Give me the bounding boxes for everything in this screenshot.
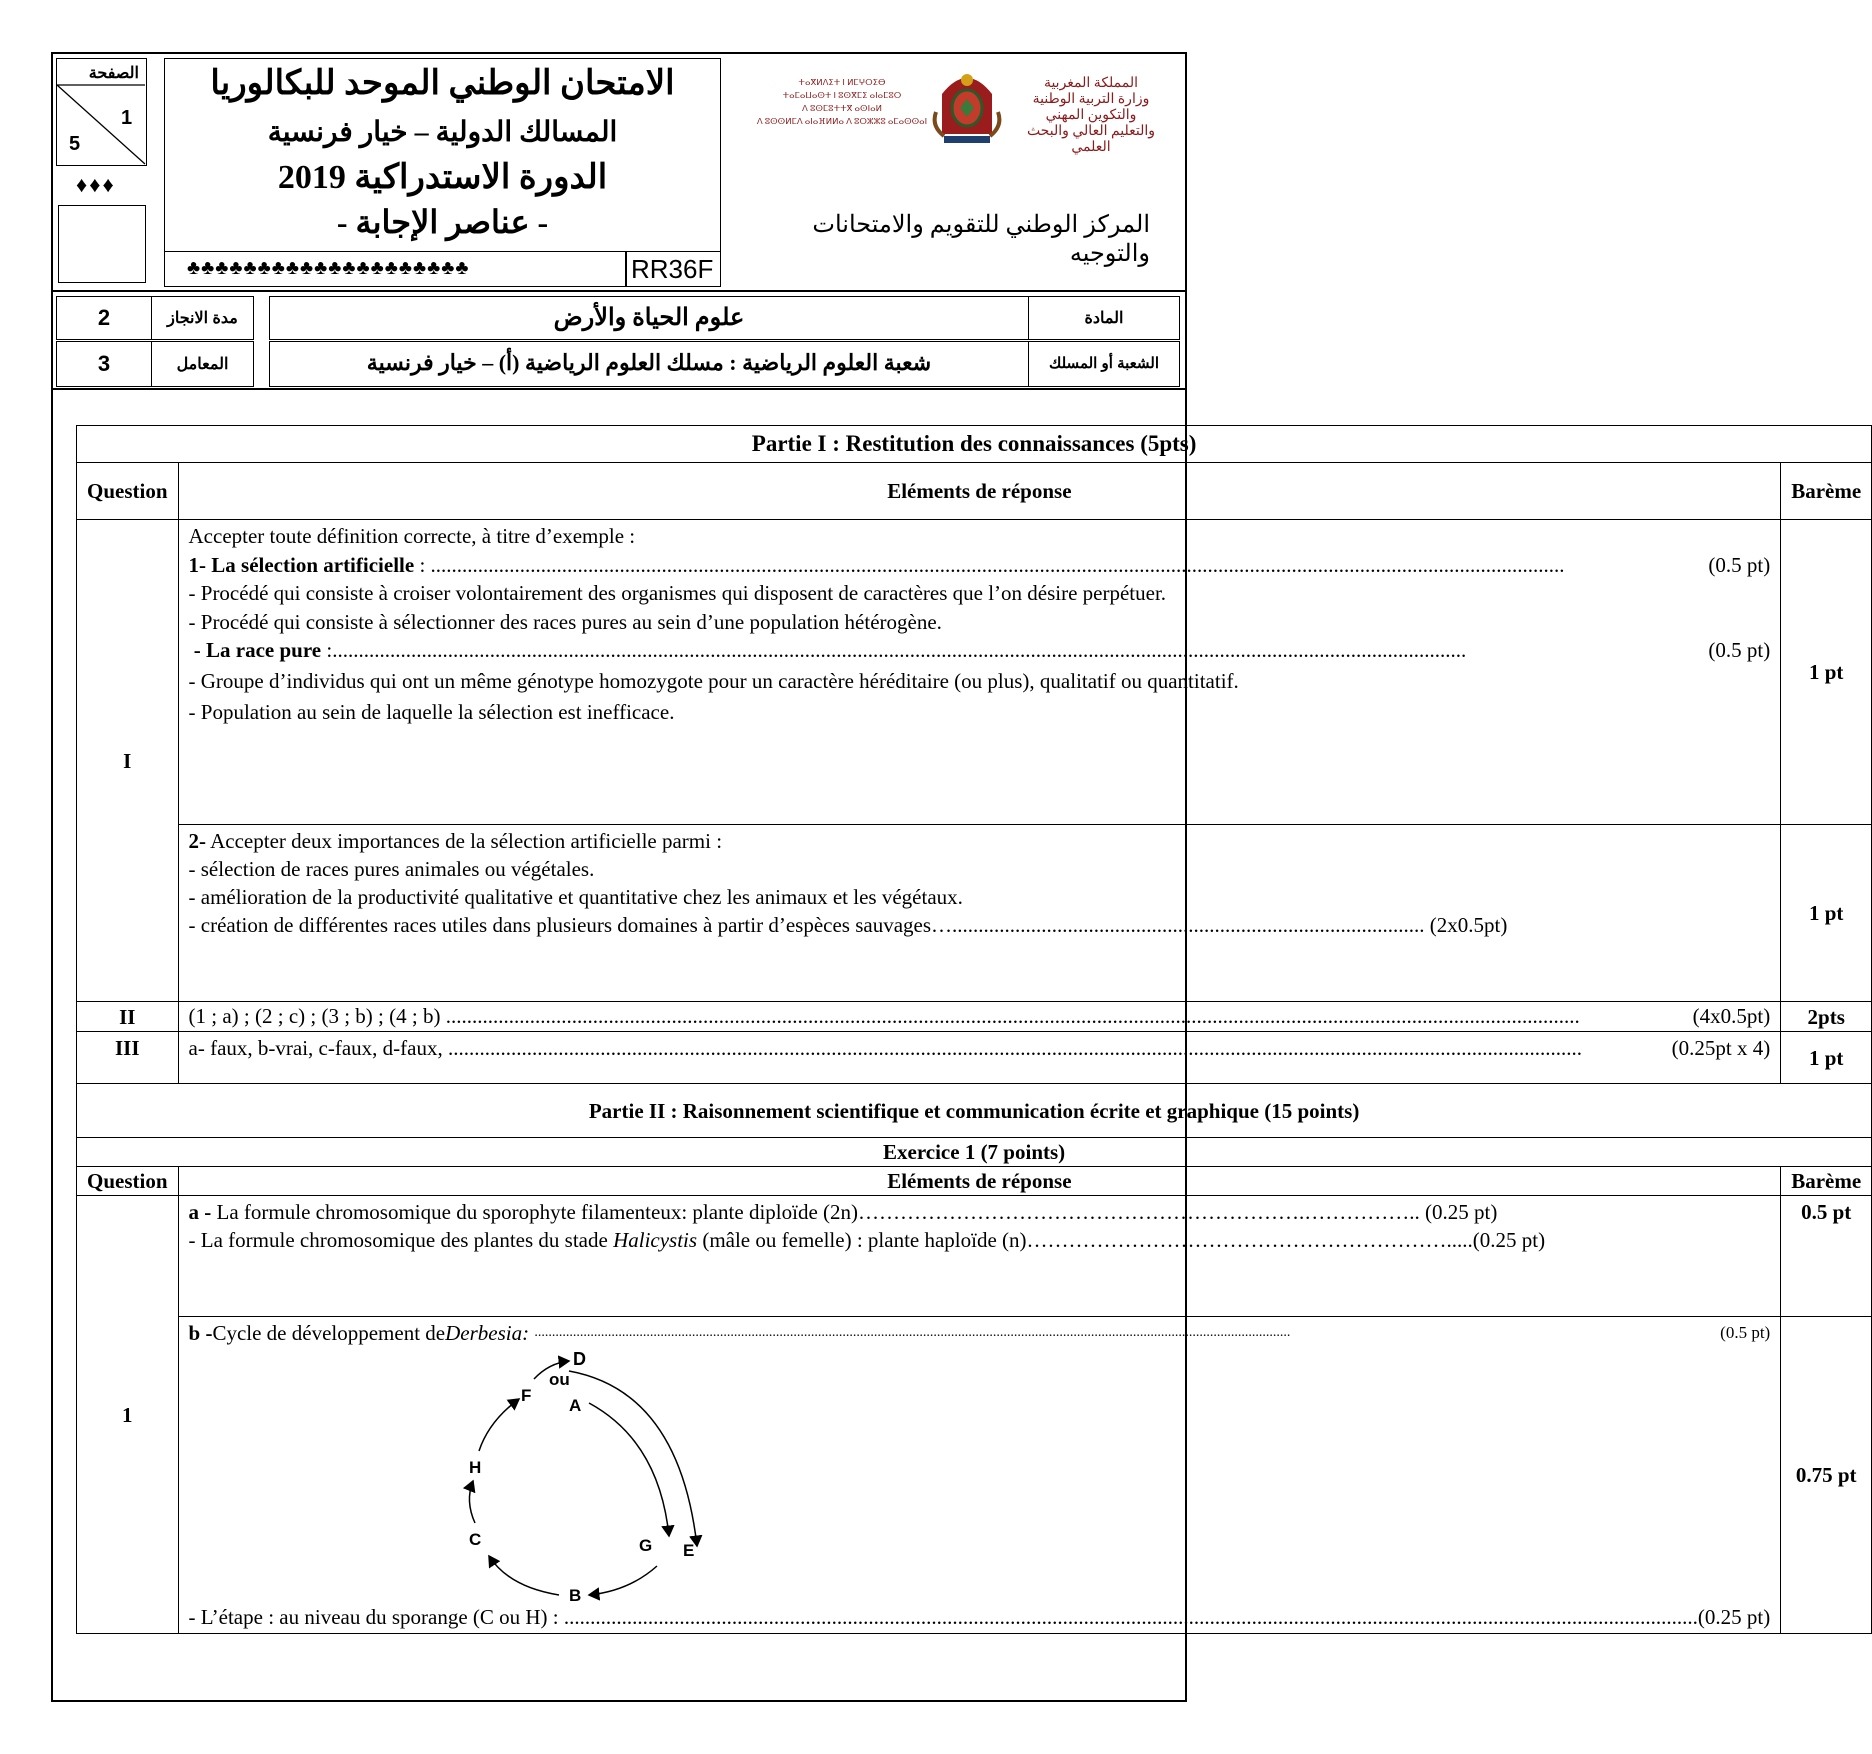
ministry-arabic: المملكة المغربية وزارة التربية الوطنية والتكوين المهني والتعليم العالي والبحث العلمي [1026, 76, 1156, 155]
ministry-tifinagh: ⵜⴰⴳⵍⴷⵉⵜ ⵏ ⵍⵎⵖⵔⵉⴱ ⵜⴰⵎⴰⵡⴰⵙⵜ ⵏ ⵓⵙⴳⵎⵉ ⴰⵏⴰⵎⵓⵔ ⴷ ⵓⵙⵎⵓⵜⵜⴳ ⴰⵙⵏⴰⵍ ⴷ ⵓⵙⵙⵍⵎⴷ ⴰⵏⴰⴼⵍⵍⴰ ⴷ ⵓⵔⵣⵣⵓ ⴰⵎⴰⵙⵙⴰⵏ [756, 77, 928, 126]
exercise-title: Exercice 1 (7 points) [77, 1138, 1872, 1167]
blank-box [58, 205, 146, 283]
arc-H-F [479, 1399, 519, 1451]
table-row [77, 1196, 1872, 1317]
arc-D-E [569, 1371, 697, 1546]
table-row: III a- faux, b-vrai, c-faux, d-faux, ..... (0.25pt x 4) 1 pt [77, 1032, 1872, 1084]
answer-table [76, 425, 1872, 1634]
cycle-label-E: E [682, 1541, 694, 1560]
duration-value-cell: 2 [56, 296, 152, 340]
title-box [164, 58, 721, 252]
diamonds-ornament: ♦♦♦ [76, 172, 116, 197]
branch-name: شعبة العلوم الرياضية : مسلك العلوم الرياضية (أ) – خيار فرنسية [366, 350, 932, 375]
bareme-1b: 0.75 pt [1781, 1317, 1872, 1634]
bareme-II: 2pts [1781, 1002, 1872, 1032]
answer-1a: a - La formule chromosomique du sporophyte filamenteux: plante diploïde (2n)……………………………………………………….…………….. (0.25 pt) - La formule chromosomique des plantes du stade Halicystis (mâle ou femelle) : plante haploïde (n)…………………………………………………….....(0.25 pt) [178, 1196, 1781, 1317]
info-rule-bottom [53, 388, 1185, 390]
exam-track: المسالك الدولية – خيار فرنسية [267, 117, 618, 148]
subject-cell [269, 296, 1029, 340]
part2-title: Partie II : Raisonnement scientifique et communication écrite et graphique (15 points) [77, 1084, 1872, 1138]
col-bareme-2: Barème [1781, 1167, 1872, 1196]
answer-I-1: Accepter toute définition correcte, à titre d’exemple : 1- La sélection artificielle : ..... (0.5 pt) - Procédé qui consiste à croiser volontairement des organismes qui disposent de caractères que l’on désire perpétuer. - Procédé qui consiste à sélectionner des races pures au sein d’une population hétérogène. - La race pure : ..... (0.5 pt) - Groupe d’individus qui ont un même génotype homozygote pour un caractère héréditaire (ou plus), qualitatif ou quantitatif. - Population au sein de laquelle la sélection est inefficace. [178, 520, 1781, 825]
duration-label-cell: مدة الانجاز [151, 296, 254, 340]
exam-session: الدورة الاستدراكية 2019 [277, 159, 608, 196]
subject-name: علوم الحياة والأرض [553, 305, 745, 331]
evaluation-center: المركز الوطني للتقويم والامتحانات والتوجيه [812, 212, 1150, 267]
answer-key-title: - عناصر الإجابة - [336, 204, 549, 240]
page-number: 1 [121, 107, 133, 129]
cycle-label-H: H [468, 1458, 481, 1477]
col-bareme: Barème [1781, 463, 1872, 520]
page-label: الصفحة [88, 65, 139, 82]
cycle-label-C: C [468, 1530, 481, 1549]
arc-C-H [469, 1481, 475, 1523]
arc-B-C [489, 1556, 559, 1595]
cycle-label-F: F [520, 1386, 531, 1405]
cycle-label-B: B [568, 1586, 581, 1605]
question-III: III [77, 1032, 179, 1084]
cycle-label-G: G [638, 1536, 652, 1555]
col-question-2: Question [77, 1167, 179, 1196]
branch-label-cell: الشعبة أو المسلك [1028, 341, 1180, 387]
col-elements: Eléments de réponse [178, 463, 1781, 520]
exam-title: الامتحان الوطني الموحد للبكالوريا [210, 65, 675, 102]
answer-1b: b - Cycle de développement de Derbesia: ..... (0.5 pt) D ou F A H C G E B - L’étape : au niveau du sporange (C ou H) : ..... (0.25 pt) [178, 1317, 1781, 1634]
table-row: II (1 ; a) ; (2 ; c) ; (3 ; b) ; (4 ; b) ..... (4x0.5pt) 2pts [77, 1002, 1872, 1032]
page-total: 5 [69, 133, 81, 155]
page-number-box [56, 58, 147, 166]
bareme-1a: 0.5 pt [1781, 1196, 1872, 1317]
coef-label-cell: المعامل [151, 341, 254, 387]
cycle-label-ou: ou [548, 1370, 570, 1389]
question-1: 1 [77, 1196, 179, 1634]
table-row [77, 520, 1872, 825]
arc-G-B [589, 1566, 657, 1595]
bareme-III: 1 pt [1781, 1032, 1872, 1084]
part1-title: Partie I : Restitution des connaissances (5pts) [77, 426, 1872, 463]
col-elements-2: Eléments de réponse [178, 1167, 1781, 1196]
cycle-label-D: D [572, 1349, 586, 1369]
cycle-label-A: A [568, 1396, 581, 1415]
arc-A-G [589, 1403, 669, 1536]
bareme-I-1: 1 pt [1781, 520, 1872, 825]
code-strip [164, 251, 721, 287]
exam-code: RR36F [631, 254, 714, 284]
subject-label-cell: المادة [1028, 296, 1180, 340]
col-question: Question [77, 463, 179, 520]
question-I: I [77, 520, 179, 1002]
derbesia-cycle-diagram [439, 1349, 759, 1605]
coef-value-cell: 3 [56, 341, 152, 387]
table-row [77, 1317, 1872, 1634]
bareme-I-2: 1 pt [1781, 825, 1872, 1002]
coat-of-arms-icon [928, 64, 1006, 148]
answer-I-2: 2- Accepter deux importances de la sélection artificielle parmi : - sélection de races pures animales ou végétales. - amélioration de la productivité qualitative et quantitative chez les animaux et les végétaux. - création de différentes races utiles dans plusieurs domaines à partir d’espèces sauvages….......................................................................................... (2x0.5pt) [178, 825, 1781, 1002]
info-rule [53, 290, 1185, 292]
table-row [77, 825, 1872, 1002]
clubs-ornament: ♣♣♣♣♣♣♣♣♣♣♣♣♣♣♣♣♣♣♣♣ [187, 257, 470, 279]
branch-cell [269, 341, 1029, 387]
question-II: II [77, 1002, 179, 1032]
